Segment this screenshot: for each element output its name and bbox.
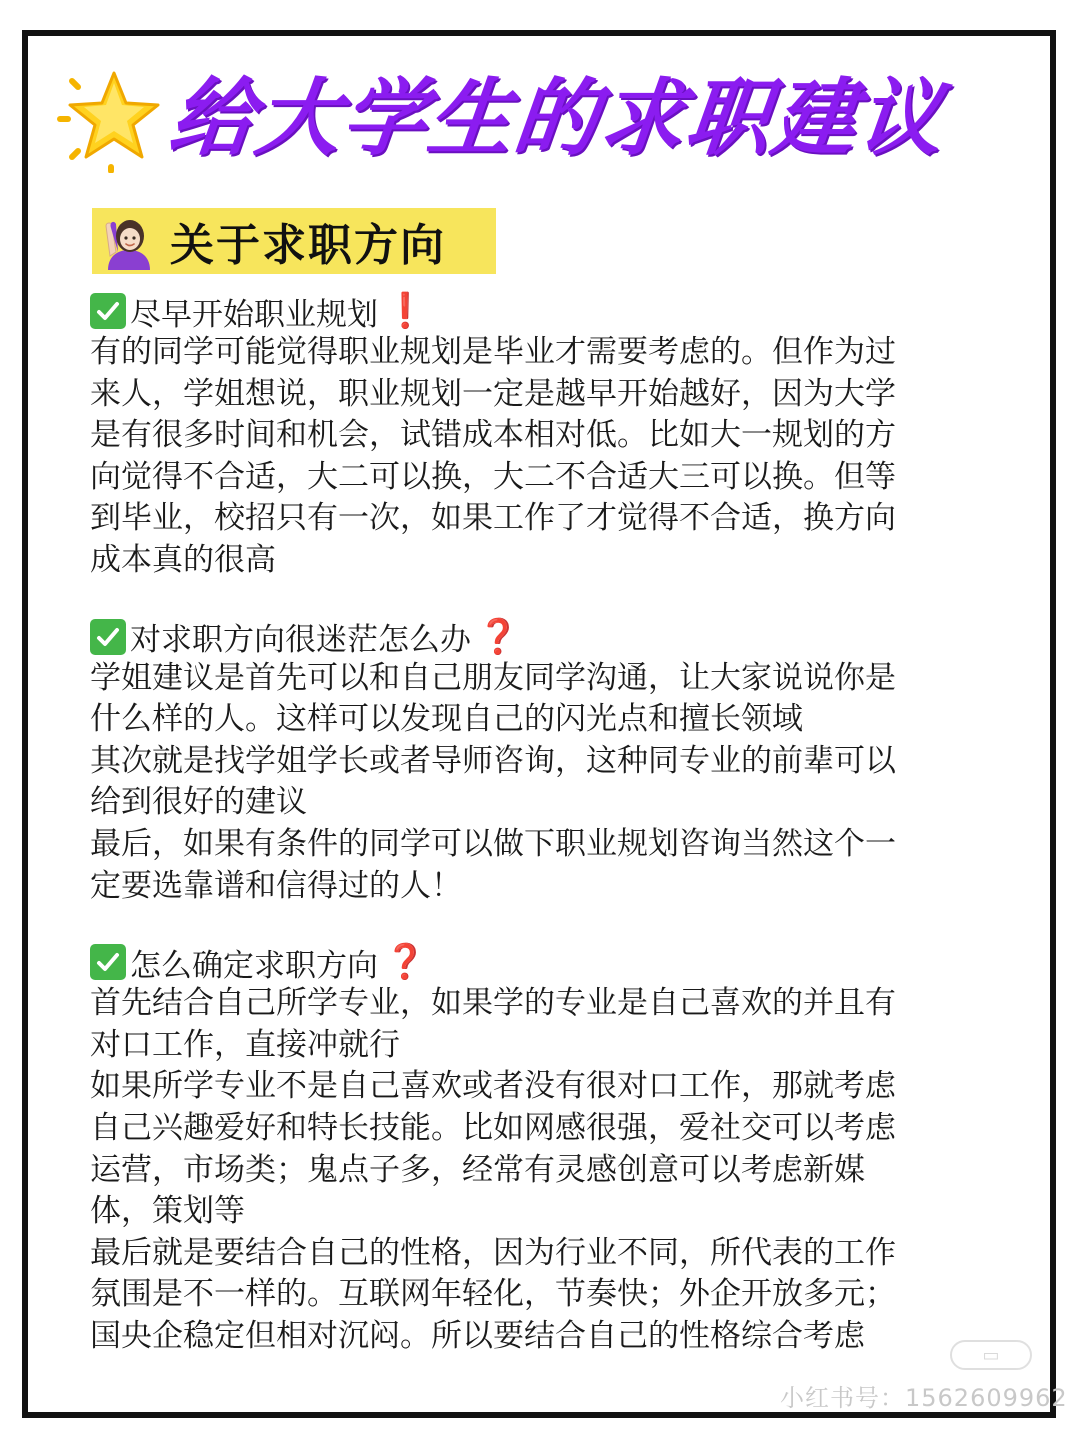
- title-row: [56, 58, 950, 178]
- text-line: 运营，市场类；鬼点子多，经常有灵感创意可以考虑新媒: [90, 1151, 865, 1188]
- text-line: 有的同学可能觉得职业规划是毕业才需要考虑的。但作为过: [90, 334, 896, 370]
- tip-block: [90, 290, 1015, 582]
- text-line: 氛围是不一样的。互联网年轻化，节奏快；外企开放多元；: [90, 1276, 896, 1313]
- glowing-star-icon: [56, 63, 166, 173]
- watermark-text: 小红书号：1562609962: [780, 1384, 1068, 1412]
- tip-question: [90, 941, 1015, 983]
- text-line: 定要选靠谱和信得过的人！: [90, 867, 462, 904]
- check-mark-icon: [90, 944, 126, 980]
- text-line: 来人，学姐想说，职业规划一定是越早开始越好，因为大学: [90, 375, 896, 412]
- tip-question-text: 尽早开始职业规划: [130, 296, 378, 333]
- tip-question: [90, 290, 1015, 332]
- watermark-logo: ▭: [950, 1340, 1032, 1370]
- section-heading: [92, 208, 496, 274]
- page-title: 给大学生的求职建议: [164, 69, 950, 167]
- text-line: 给到很好的建议: [90, 784, 307, 821]
- text-line: 国央企稳定但相对沉闷。所以要结合自己的性格综合考虑: [90, 1317, 865, 1354]
- text-line: 成本真的很高: [90, 541, 276, 578]
- person-raising-hand-icon: [100, 212, 158, 270]
- text-line: 体，策划等: [90, 1193, 245, 1230]
- tip-question: [90, 616, 1015, 658]
- exclamation-mark-icon: ❗: [384, 291, 427, 331]
- text-line: 学姐建议是首先可以和自己朋友同学沟通，让大家说说你是: [90, 659, 896, 696]
- tip-question-text: 对求职方向很迷茫怎么办: [130, 622, 471, 659]
- text-line: 最后就是要结合自己的性格，因为行业不同，所代表的工作: [90, 1234, 896, 1271]
- question-mark-icon: ❓: [477, 616, 520, 657]
- content: [90, 290, 1015, 1391]
- text-line: 如果所学专业不是自己喜欢或者没有很对口工作，那就考虑: [90, 1068, 896, 1105]
- text-line: 到毕业，校招只有一次，如果工作了才觉得不合适，换方向: [90, 500, 896, 537]
- text-line: 什么样的人。这样可以发现自己的闪光点和擅长领域: [90, 701, 803, 738]
- text-line: 自己兴趣爱好和特长技能。比如网感很强，爱社交可以考虑: [90, 1109, 896, 1146]
- check-mark-icon: [90, 619, 126, 655]
- tip-block: [90, 941, 1015, 1357]
- text-line: 其次就是找学姐学长或者导师咨询，这种同专业的前辈可以: [90, 742, 896, 779]
- text-line: 最后，如果有条件的同学可以做下职业规划咨询当然这个一: [90, 825, 896, 862]
- tip-question-text: 怎么确定求职方向: [130, 947, 378, 984]
- text-line: 向觉得不合适，大二可以换，大二不合适大三可以换。但等: [90, 458, 896, 495]
- question-mark-icon: ❓: [384, 942, 427, 983]
- section-heading-text: 关于求职方向: [170, 220, 446, 271]
- text-line: 是有很多时间和机会，试错成本相对低。比如大一规划的方: [90, 417, 896, 454]
- tip-block: [90, 616, 1015, 908]
- text-line: 对口工作，直接冲就行: [90, 1026, 400, 1063]
- check-mark-icon: [90, 293, 126, 329]
- page-frame: [22, 30, 1056, 1418]
- text-line: 首先结合自己所学专业，如果学的专业是自己喜欢的并且有: [90, 985, 896, 1022]
